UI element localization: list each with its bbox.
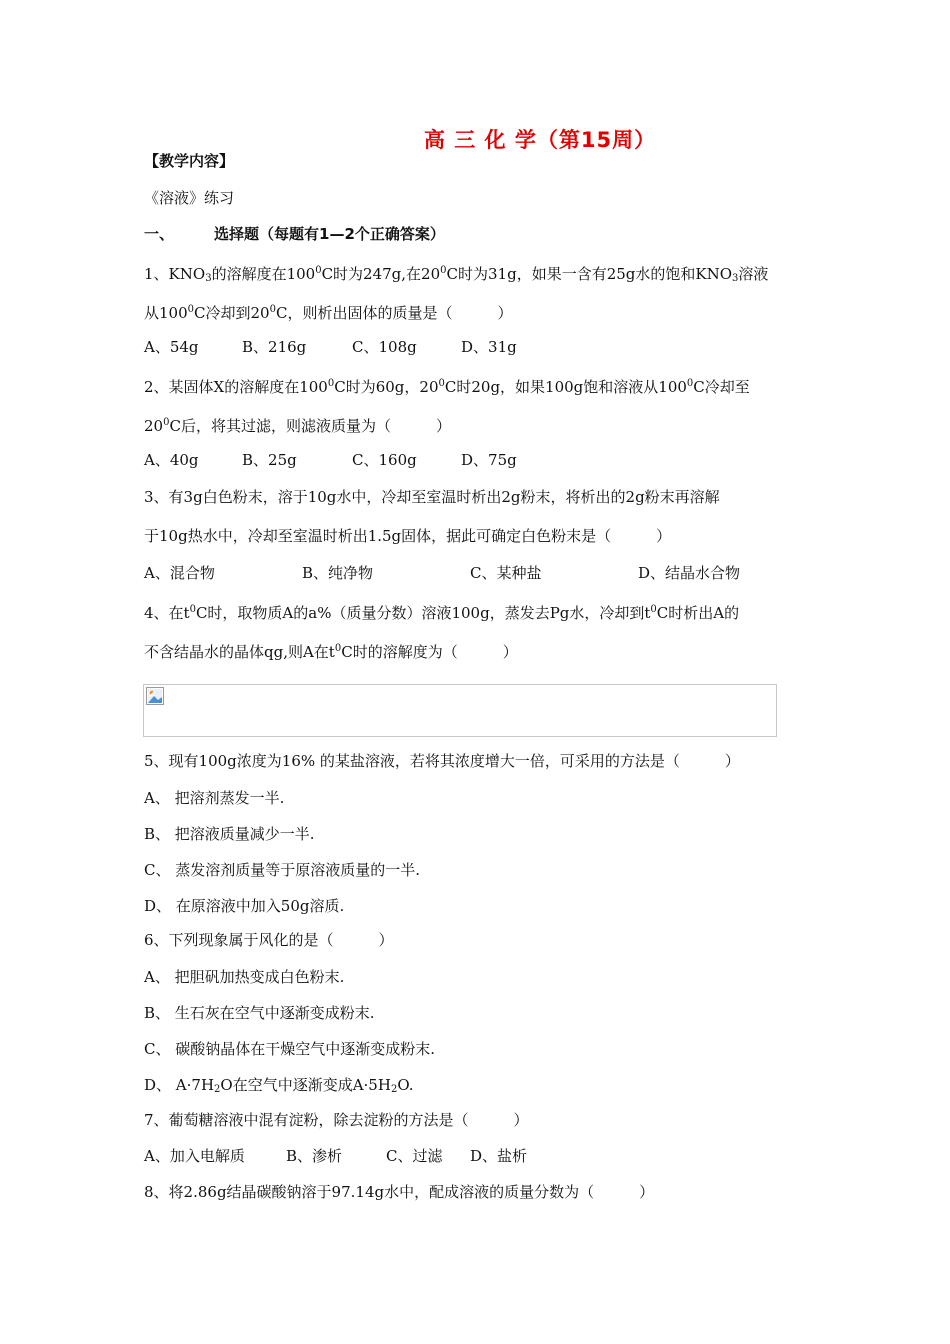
q6-option-d: D、 $A\cdot 7H_2O$在空气中逐渐变成$A\cdot 5H_2O$. [144,1076,414,1095]
q2-options [144,450,517,470]
q3-stem-line1: 3、有3g白色粉末，溶于10g水中，冷却至室温时析出2g粉末，将析出的2g粉末再溶解 [144,488,720,506]
q1-stem-line1: 1、$KNO_3$的溶解度在$100^0C$时为247g,在$20^0C$时为31g，如果一含有25g水的饱和$KNO_3$溶液 [144,265,769,284]
q8-stem: 8、将2.86g结晶碳酸钠溶于97.14g水中，配成溶液的质量分数为（ ） [144,1183,655,1201]
q7-option-a: A、加入电解质 [144,1147,245,1165]
q4-answer-image-placeholder [143,684,777,737]
q1-stem-line2: 从$100^0C$冷却到$20^0C$，则析出固体的质量是（ ） [144,304,513,322]
q2-stem-line2: $20^0C$后，将其过滤，则滤液质量为（ ） [144,417,451,435]
q3-option-d: D、结晶水合物 [638,564,741,582]
q6-option-b: B、 生石灰在空气中逐渐变成粉末. [144,1004,375,1022]
q5-option-c: C、 蒸发溶剂质量等于原溶液质量的一半. [144,861,421,879]
q5-option-d: D、 在原溶液中加入50g溶质. [144,897,345,915]
topic-line: 《溶液》练习 [144,189,235,207]
q2-option-c: C、160g [352,451,417,469]
q7-option-c: C、过滤 [386,1147,443,1165]
q2-option-a: A、40g [144,451,199,469]
q1-options [144,337,517,357]
q3-option-c: C、某种盐 [470,564,542,582]
q7-stem: 7、葡萄糖溶液中混有淀粉，除去淀粉的方法是（ ） [144,1111,529,1129]
broken-image-icon [146,687,164,705]
q3-option-b: B、纯净物 [302,564,374,582]
q3-option-a: A、混合物 [144,564,215,582]
q6-option-c: C、 碳酸钠晶体在干燥空气中逐渐变成粉末. [144,1040,436,1058]
q7-option-b: B、渗析 [286,1147,343,1165]
q3-stem-line2: 于10g热水中，冷却至室温时析出1.5g固体，据此可确定白色粉末是（ ） [144,527,672,545]
q7-options [144,1146,527,1166]
q4-stem-line1: 4、在$t^0C$时，取物质A的a%（质量分数）溶液100g，蒸发去Pg水，冷却到$t^0C$时析出A的 [144,604,740,622]
q1-option-d: D、31g [461,338,517,356]
q2-option-b: B、25g [242,451,297,469]
part1-title: 选择题（每题有1—2个正确答案） [214,225,445,243]
q5-option-b: B、 把溶液质量减少一半. [144,825,315,843]
q2-stem-line1: 2、某固体X的溶解度在$100^0C$时为60g，$20^0C$时20g，如果100g饱和溶液从$100^0C$冷却至 [144,378,750,396]
q6-option-a: A、 把胆矾加热变成白色粉末. [144,968,345,986]
q5-stem: 5、现有100g浓度为16% 的某盐溶液，若将其浓度增大一倍，可采用的方法是（ ） [144,752,740,770]
q6-stem: 6、下列现象属于风化的是（ ） [144,931,394,949]
part1-number: 一、 [144,225,175,243]
q1-option-c: C、108g [352,338,417,356]
q2-option-d: D、75g [461,451,517,469]
q5-option-a: A、 把溶剂蒸发一半. [144,789,285,807]
q3-options [144,563,740,583]
part1-heading [144,224,445,244]
q4-stem-line2: 不含结晶水的晶体qg,则A在$t^0C$时的溶解度为（ ） [144,643,518,661]
q7-option-d: D、盐析 [470,1147,528,1165]
q1-option-a: A、54g [144,338,199,356]
q1-option-b: B、216g [242,338,307,356]
page-title: 高 三 化 学（第15周） [423,128,657,152]
section-label: 【教学内容】 [144,152,235,170]
